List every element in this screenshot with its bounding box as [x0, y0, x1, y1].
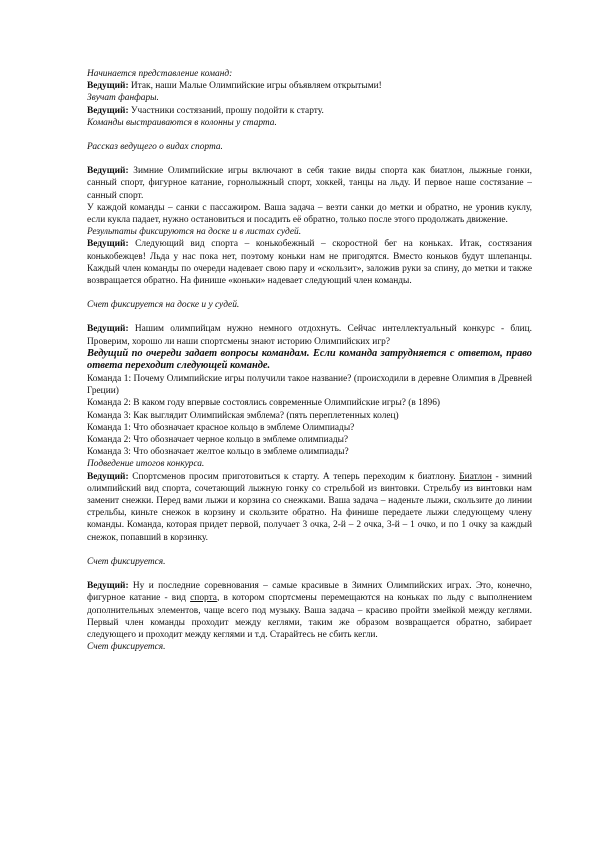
speaker-label: Ведущий: — [87, 105, 129, 116]
quiz-question: Команда 1: Что обозначает красное кольцо в эмблеме Олимпиады? — [87, 422, 355, 433]
speaker-paragraph — [87, 165, 532, 202]
team-intro-heading: Начинается представление команд: — [87, 69, 233, 79]
speaker-label: Ведущий: — [87, 581, 129, 592]
speaker-label: Ведущий: — [87, 471, 129, 482]
sport-link[interactable]: спорта — [190, 593, 217, 604]
paragraph-text: Следующий вид спорта – конькобежный – скоростной бег на коньках. Итак, состязания конькобежцев! Льда у нас пока нет, поэтому коньки нам не пригодятся. Вместо коньков будут шлепанцы. Каждый член команды по очереди надевает свою пару и «скользит», заложив руки за спину, до метки и также возвращается обратно. На финише «коньки» надевает следующий член команды. — [87, 239, 532, 287]
stage-direction: Счет фиксируется на доске и у судей. — [87, 300, 240, 311]
paragraph-text: , в котором спортсмены перемещаются на коньках по льду с выполнением дополнительных элементов, чаще всего под музыку. Ваша задача – красиво пройти змейкой между кеглями. Первый член команды проходит между кеглями, таким же образом возвращается обратно, забирает следующего и проходит между кеглями и т.д. Старайтесь не сбить кегли. — [87, 593, 533, 640]
paragraph-text: Спортсменов просим приготовиться к старту. А теперь переходим к биатлону. — [128, 471, 460, 482]
section-heading: Рассказ ведущего о видах спорта. — [87, 142, 223, 153]
paragraph-text: Нашим олимпийцам нужно немного отдохнуть. Сейчас интеллектуальный конкурс - блиц. Проверим, хорошо ли наши спортсмены знают историю Олимпийских игр? — [87, 324, 532, 347]
stage-direction: Результаты фиксируются на доске и в листах судей. — [87, 227, 302, 238]
document-page — [87, 68, 532, 653]
quiz-question: Команда 1: Почему Олимпийские игры получили такое название? (происходили в деревне Олимпия в Древней Греции) — [87, 374, 532, 397]
speaker-paragraph — [87, 471, 532, 544]
speaker-label: Ведущий: — [87, 166, 129, 177]
quiz-question: Команда 2: В каком году впервые состоялись современные Олимпийские игры? (в 1896) — [87, 398, 441, 409]
stage-direction: Счет фиксируется. — [87, 556, 166, 567]
sled-rules-paragraph: У каждой команды – санки с пассажиром. Ваша задача – везти санки до метки и обратно, не уронив куклу, если кукла падает, нужно остановиться и посадить её обратно, только после этого продолжать движение. — [87, 202, 532, 226]
quiz-question: Команда 2: Что обозначает черное кольцо в эмблеме олимпиады? — [87, 435, 349, 446]
quiz-question: Команда 3: Что обозначает желтое кольцо в эмблеме олимпиады? — [87, 447, 349, 458]
paragraph-text: - зимний олимпийский вид спорта, сочетающий лыжную гонку со стрельбой из винтовки. Стрельбу из винтовки нам заменит снежки. Перед вами лыжи и корзина со снежками. Ваша задача – наденьте лыжи, скользите до линии стрельбы, киньте снежок в корзину и скользите обратно. На финише передаете лыжи следующему члену команды. Команда, которая придет первой, получает 3 очка, 2-й – 2 очка, 3-й – 1 очко, и по 1 очку за каждый снежок, попавший в корзинку. — [87, 471, 533, 543]
stage-direction: Команды выстраиваются в колонны у старта. — [87, 117, 277, 128]
speaker-paragraph — [87, 238, 532, 287]
speaker-paragraph — [87, 323, 532, 347]
speaker-label: Ведущий: — [87, 324, 129, 335]
speaker-paragraph — [87, 580, 532, 641]
paragraph-text: Итак, наши Малые Олимпийские игры объявляем открытыми! — [128, 81, 382, 92]
speaker-paragraph — [87, 80, 532, 92]
paragraph-text: Ну и последние соревнования – самые красивые в Зимних Олимпийских играх. Это, конечно, фигурное катание - вид — [87, 581, 532, 604]
speaker-label: Ведущий: — [87, 239, 129, 250]
biathlon-link[interactable]: Биатлон — [459, 471, 492, 482]
paragraph-text: Зимние Олимпийские игры включают в себя такие виды спорта как биатлон, лыжные гонки, санный спорт, фигурное катание, горнолыжный спорт, хоккей, танцы на льду. И первое наше состязание – санный спорт. — [87, 166, 532, 201]
stage-direction: Звучат фанфары. — [87, 93, 159, 104]
paragraph-text: Участники состязаний, прошу подойти к старту. — [128, 105, 324, 116]
stage-direction: Подведение итогов конкурса. — [87, 459, 205, 470]
speaker-label: Ведущий: — [87, 81, 129, 92]
stage-direction: Счет фиксируется. — [87, 642, 166, 653]
quiz-instruction: Ведущий по очереди задает вопросы командам. Если команда затрудняется с ответом, право ответа переходит следующей команде. — [87, 347, 532, 372]
speaker-paragraph — [87, 105, 532, 117]
quiz-question: Команда 3: Как выглядит Олимпийская эмблема? (пять переплетенных колец) — [87, 410, 399, 421]
